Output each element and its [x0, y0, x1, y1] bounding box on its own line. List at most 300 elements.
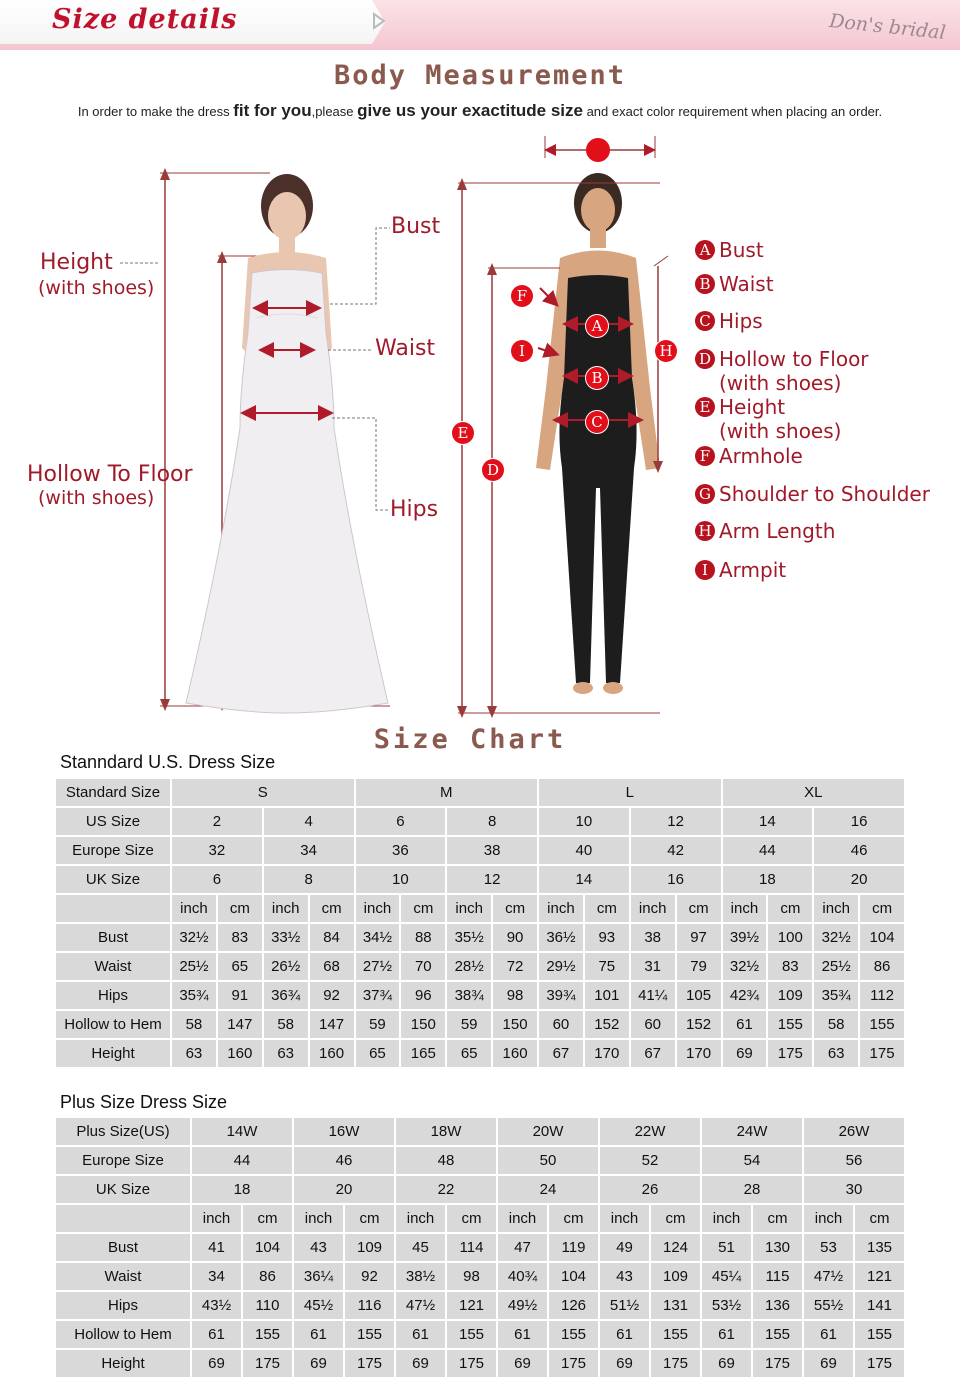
- value-cell: 155: [753, 1321, 802, 1348]
- size-cell: 34: [264, 837, 354, 864]
- unit-cm: cm: [243, 1205, 292, 1232]
- size-group-header: XL: [723, 779, 905, 806]
- value-cell: 150: [493, 1011, 537, 1038]
- size-cell: 30: [804, 1176, 904, 1203]
- badge-h: H: [655, 340, 677, 362]
- brand-logo: Don's bridal: [828, 9, 947, 45]
- unit-cm: cm: [218, 895, 262, 922]
- size-cell: 24: [498, 1176, 598, 1203]
- value-cell: 98: [447, 1263, 496, 1290]
- label-hollow-to-floor: Hollow To Floor: [27, 462, 193, 487]
- row-header: Waist: [56, 953, 170, 980]
- value-cell: 150: [401, 1011, 445, 1038]
- value-cell: 38: [631, 924, 675, 951]
- value-cell: 31: [631, 953, 675, 980]
- value-cell: 116: [345, 1292, 394, 1319]
- size-group-header: M: [356, 779, 538, 806]
- size-group-header: 24W: [702, 1118, 802, 1145]
- legend-item-height: E Height (with shoes): [695, 395, 841, 443]
- value-cell: 155: [855, 1321, 904, 1348]
- row-header: Europe Size: [56, 837, 170, 864]
- size-cell: 4: [264, 808, 354, 835]
- measurement-illustration: [0, 128, 960, 728]
- value-cell: 61: [804, 1321, 853, 1348]
- value-cell: 40¾: [498, 1263, 547, 1290]
- unit-cm: cm: [855, 1205, 904, 1232]
- size-cell: 22: [396, 1176, 496, 1203]
- size-group-header: 20W: [498, 1118, 598, 1145]
- value-cell: 98: [493, 982, 537, 1009]
- value-cell: 155: [549, 1321, 598, 1348]
- value-cell: 36¾: [264, 982, 308, 1009]
- row-header: UK Size: [56, 1176, 190, 1203]
- value-cell: 34½: [356, 924, 400, 951]
- badge-a: A: [586, 315, 608, 337]
- value-cell: 83: [768, 953, 812, 980]
- size-cell: 26: [600, 1176, 700, 1203]
- size-group-header: 26W: [804, 1118, 904, 1145]
- legend-item-armpit: I Armpit: [695, 558, 786, 582]
- size-cell: 10: [356, 866, 446, 893]
- row-header: Standard Size: [56, 779, 170, 806]
- unit-cm: cm: [768, 895, 812, 922]
- value-cell: 119: [549, 1234, 598, 1261]
- value-cell: 67: [539, 1040, 583, 1067]
- value-cell: 29½: [539, 953, 583, 980]
- value-cell: 170: [677, 1040, 721, 1067]
- value-cell: 61: [723, 1011, 767, 1038]
- value-cell: 27½: [356, 953, 400, 980]
- value-cell: 91: [218, 982, 262, 1009]
- value-cell: 104: [243, 1234, 292, 1261]
- blank-cell: [56, 1205, 190, 1232]
- unit-inch: inch: [804, 1205, 853, 1232]
- row-header: Hips: [56, 1292, 190, 1319]
- value-cell: 69: [702, 1350, 751, 1377]
- value-cell: 59: [356, 1011, 400, 1038]
- value-cell: 70: [401, 953, 445, 980]
- size-cell: 20: [294, 1176, 394, 1203]
- size-cell: 16: [814, 808, 904, 835]
- value-cell: 83: [218, 924, 262, 951]
- value-cell: 97: [677, 924, 721, 951]
- value-cell: 69: [723, 1040, 767, 1067]
- intro-text: In order to make the dress fit for you,please give us your exactitude size and exact color requirement when placing an order.: [77, 101, 883, 120]
- unit-inch: inch: [631, 895, 675, 922]
- value-cell: 65: [218, 953, 262, 980]
- table-row: [56, 1147, 904, 1174]
- table-row: [56, 1176, 904, 1203]
- label-height: Height: [40, 250, 113, 275]
- value-cell: 49: [600, 1234, 649, 1261]
- row-header: Waist: [56, 1263, 190, 1290]
- table-row: [56, 1350, 904, 1377]
- unit-inch: inch: [192, 1205, 241, 1232]
- unit-inch: inch: [539, 895, 583, 922]
- value-cell: 175: [243, 1350, 292, 1377]
- table-row: [56, 953, 904, 980]
- value-cell: 69: [600, 1350, 649, 1377]
- unit-row: [56, 895, 904, 922]
- value-cell: 65: [356, 1040, 400, 1067]
- value-cell: 60: [631, 1011, 675, 1038]
- value-cell: 115: [753, 1263, 802, 1290]
- row-header: UK Size: [56, 866, 170, 893]
- table-row: [56, 1234, 904, 1261]
- value-cell: 58: [264, 1011, 308, 1038]
- value-cell: 51: [702, 1234, 751, 1261]
- value-cell: 104: [860, 924, 904, 951]
- value-cell: 155: [768, 1011, 812, 1038]
- size-cell: 32: [172, 837, 262, 864]
- row-header: Hollow to Hem: [56, 1321, 190, 1348]
- size-cell: 14: [539, 866, 629, 893]
- row-header: Hips: [56, 982, 170, 1009]
- unit-inch: inch: [600, 1205, 649, 1232]
- value-cell: 63: [172, 1040, 216, 1067]
- value-cell: 38¾: [447, 982, 491, 1009]
- value-cell: 69: [294, 1350, 343, 1377]
- value-cell: 63: [264, 1040, 308, 1067]
- value-cell: 39½: [723, 924, 767, 951]
- size-cell: 20: [814, 866, 904, 893]
- legend-item-hips: C Hips: [695, 309, 763, 333]
- value-cell: 165: [401, 1040, 445, 1067]
- header-row: [56, 779, 904, 806]
- value-cell: 152: [585, 1011, 629, 1038]
- size-cell: 8: [264, 866, 354, 893]
- value-cell: 34: [192, 1263, 241, 1290]
- value-cell: 63: [814, 1040, 858, 1067]
- badge-f: F: [511, 285, 533, 307]
- value-cell: 60: [539, 1011, 583, 1038]
- value-cell: 175: [768, 1040, 812, 1067]
- unit-inch: inch: [723, 895, 767, 922]
- arrow-icon: [370, 12, 388, 30]
- value-cell: 75: [585, 953, 629, 980]
- legend-item-waist: B Waist: [695, 272, 774, 296]
- value-cell: 61: [498, 1321, 547, 1348]
- row-header: Height: [56, 1040, 170, 1067]
- header-row: [56, 1118, 904, 1145]
- label-hips: Hips: [390, 497, 439, 522]
- value-cell: 33½: [264, 924, 308, 951]
- value-cell: 36¼: [294, 1263, 343, 1290]
- value-cell: 59: [447, 1011, 491, 1038]
- value-cell: 79: [677, 953, 721, 980]
- value-cell: 114: [447, 1234, 496, 1261]
- size-cell: 44: [192, 1147, 292, 1174]
- table-row: [56, 1040, 904, 1067]
- value-cell: 37¾: [356, 982, 400, 1009]
- size-cell: 36: [356, 837, 446, 864]
- badge-e: E: [452, 422, 474, 444]
- size-cell: 52: [600, 1147, 700, 1174]
- legend-item-hollow-to-floor: D Hollow to Floor (with shoes): [695, 347, 869, 395]
- size-cell: 12: [631, 808, 721, 835]
- unit-cm: cm: [401, 895, 445, 922]
- value-cell: 92: [310, 982, 354, 1009]
- value-cell: 112: [860, 982, 904, 1009]
- section-title-size-chart: Size Chart: [373, 724, 567, 755]
- plus-table-caption: Plus Size Dress Size: [60, 1092, 228, 1112]
- unit-inch: inch: [172, 895, 216, 922]
- value-cell: 39¾: [539, 982, 583, 1009]
- value-cell: 36½: [539, 924, 583, 951]
- value-cell: 42¾: [723, 982, 767, 1009]
- size-group-header: L: [539, 779, 721, 806]
- label-height-sub: (with shoes): [38, 277, 155, 299]
- value-cell: 155: [447, 1321, 496, 1348]
- legend-item-shoulder: G Shoulder to Shoulder: [695, 482, 930, 506]
- unit-cm: cm: [651, 1205, 700, 1232]
- table-row: [56, 1292, 904, 1319]
- value-cell: 135: [855, 1234, 904, 1261]
- value-cell: 96: [401, 982, 445, 1009]
- value-cell: 28½: [447, 953, 491, 980]
- size-cell: 46: [294, 1147, 394, 1174]
- value-cell: 175: [447, 1350, 496, 1377]
- badge-c: C: [586, 411, 608, 433]
- standard-size-table: [54, 777, 906, 1069]
- size-cell: 42: [631, 837, 721, 864]
- badge-d: D: [482, 459, 504, 481]
- value-cell: 105: [677, 982, 721, 1009]
- unit-cm: cm: [447, 1205, 496, 1232]
- size-cell: 56: [804, 1147, 904, 1174]
- unit-inch: inch: [294, 1205, 343, 1232]
- row-header: US Size: [56, 808, 170, 835]
- value-cell: 61: [702, 1321, 751, 1348]
- value-cell: 41¼: [631, 982, 675, 1009]
- value-cell: 61: [192, 1321, 241, 1348]
- value-cell: 155: [860, 1011, 904, 1038]
- unit-inch: inch: [814, 895, 858, 922]
- size-cell: 18: [723, 866, 813, 893]
- unit-cm: cm: [677, 895, 721, 922]
- value-cell: 58: [172, 1011, 216, 1038]
- value-cell: 61: [600, 1321, 649, 1348]
- value-cell: 51½: [600, 1292, 649, 1319]
- value-cell: 100: [768, 924, 812, 951]
- size-cell: 6: [356, 808, 446, 835]
- value-cell: 53: [804, 1234, 853, 1261]
- value-cell: 160: [493, 1040, 537, 1067]
- measurement-legend: [695, 238, 955, 598]
- value-cell: 26½: [264, 953, 308, 980]
- value-cell: 41: [192, 1234, 241, 1261]
- value-cell: 43: [600, 1263, 649, 1290]
- value-cell: 175: [753, 1350, 802, 1377]
- value-cell: 175: [549, 1350, 598, 1377]
- value-cell: 90: [493, 924, 537, 951]
- unit-cm: cm: [549, 1205, 598, 1232]
- value-cell: 68: [310, 953, 354, 980]
- value-cell: 61: [294, 1321, 343, 1348]
- value-cell: 86: [860, 953, 904, 980]
- row-header: Europe Size: [56, 1147, 190, 1174]
- size-cell: 40: [539, 837, 629, 864]
- legend-item-arm-length: H Arm Length: [695, 519, 835, 543]
- value-cell: 147: [218, 1011, 262, 1038]
- value-cell: 126: [549, 1292, 598, 1319]
- value-cell: 72: [493, 953, 537, 980]
- table-row: [56, 808, 904, 835]
- unit-cm: cm: [753, 1205, 802, 1232]
- unit-inch: inch: [498, 1205, 547, 1232]
- unit-inch: inch: [396, 1205, 445, 1232]
- size-cell: 48: [396, 1147, 496, 1174]
- value-cell: 136: [753, 1292, 802, 1319]
- table-row: [56, 924, 904, 951]
- value-cell: 93: [585, 924, 629, 951]
- unit-inch: inch: [356, 895, 400, 922]
- legend-item-armhole: F Armhole: [695, 444, 803, 468]
- size-cell: 2: [172, 808, 262, 835]
- table-row: [56, 866, 904, 893]
- unit-inch: inch: [702, 1205, 751, 1232]
- size-cell: 12: [447, 866, 537, 893]
- size-cell: 10: [539, 808, 629, 835]
- table-row: [56, 1263, 904, 1290]
- value-cell: 175: [860, 1040, 904, 1067]
- value-cell: 124: [651, 1234, 700, 1261]
- value-cell: 160: [218, 1040, 262, 1067]
- value-cell: 175: [651, 1350, 700, 1377]
- value-cell: 35½: [447, 924, 491, 951]
- size-group-header: S: [172, 779, 354, 806]
- value-cell: 170: [585, 1040, 629, 1067]
- value-cell: 53½: [702, 1292, 751, 1319]
- value-cell: 88: [401, 924, 445, 951]
- unit-inch: inch: [264, 895, 308, 922]
- value-cell: 101: [585, 982, 629, 1009]
- value-cell: 43: [294, 1234, 343, 1261]
- value-cell: 32½: [172, 924, 216, 951]
- value-cell: 160: [310, 1040, 354, 1067]
- unit-inch: inch: [447, 895, 491, 922]
- value-cell: 69: [498, 1350, 547, 1377]
- value-cell: 175: [345, 1350, 394, 1377]
- value-cell: 49½: [498, 1292, 547, 1319]
- header-bar: [0, 0, 960, 50]
- size-cell: 16: [631, 866, 721, 893]
- row-header: Height: [56, 1350, 190, 1377]
- value-cell: 155: [345, 1321, 394, 1348]
- unit-row: [56, 1205, 904, 1232]
- row-header: Bust: [56, 924, 170, 951]
- value-cell: 121: [447, 1292, 496, 1319]
- value-cell: 155: [651, 1321, 700, 1348]
- legend-item-bust: A Bust: [695, 238, 764, 262]
- row-header: Bust: [56, 1234, 190, 1261]
- value-cell: 109: [651, 1263, 700, 1290]
- row-header: Plus Size(US): [56, 1118, 190, 1145]
- size-group-header: 18W: [396, 1118, 496, 1145]
- value-cell: 47: [498, 1234, 547, 1261]
- value-cell: 25½: [172, 953, 216, 980]
- row-header: Hollow to Hem: [56, 1011, 170, 1038]
- table-row: [56, 837, 904, 864]
- value-cell: 43½: [192, 1292, 241, 1319]
- value-cell: 45¼: [702, 1263, 751, 1290]
- badge-b: B: [586, 367, 608, 389]
- value-cell: 47½: [396, 1292, 445, 1319]
- value-cell: 25½: [814, 953, 858, 980]
- size-group-header: 14W: [192, 1118, 292, 1145]
- size-group-header: 22W: [600, 1118, 700, 1145]
- value-cell: 69: [804, 1350, 853, 1377]
- value-cell: 131: [651, 1292, 700, 1319]
- value-cell: 38½: [396, 1263, 445, 1290]
- unit-cm: cm: [585, 895, 629, 922]
- value-cell: 92: [345, 1263, 394, 1290]
- value-cell: 65: [447, 1040, 491, 1067]
- value-cell: 86: [243, 1263, 292, 1290]
- value-cell: 104: [549, 1263, 598, 1290]
- label-hollow-sub: (with shoes): [38, 487, 155, 509]
- unit-cm: cm: [860, 895, 904, 922]
- table-row: [56, 982, 904, 1009]
- value-cell: 69: [396, 1350, 445, 1377]
- value-cell: 67: [631, 1040, 675, 1067]
- size-cell: 28: [702, 1176, 802, 1203]
- size-cell: 54: [702, 1147, 802, 1174]
- page-title: Size details: [52, 4, 238, 35]
- badge-i: I: [511, 340, 533, 362]
- value-cell: 141: [855, 1292, 904, 1319]
- size-cell: 50: [498, 1147, 598, 1174]
- table-row: [56, 1321, 904, 1348]
- value-cell: 58: [814, 1011, 858, 1038]
- label-bust: Bust: [391, 214, 441, 239]
- value-cell: 35¾: [814, 982, 858, 1009]
- value-cell: 121: [855, 1263, 904, 1290]
- value-cell: 35¾: [172, 982, 216, 1009]
- size-cell: 6: [172, 866, 262, 893]
- size-group-header: 16W: [294, 1118, 394, 1145]
- value-cell: 32½: [723, 953, 767, 980]
- section-title-body-measurement: Body Measurement: [333, 60, 627, 91]
- value-cell: 110: [243, 1292, 292, 1319]
- value-cell: 32½: [814, 924, 858, 951]
- standard-table-caption: Stanndard U.S. Dress Size: [60, 752, 276, 772]
- unit-cm: cm: [493, 895, 537, 922]
- size-cell: 46: [814, 837, 904, 864]
- value-cell: 61: [396, 1321, 445, 1348]
- value-cell: 45: [396, 1234, 445, 1261]
- size-cell: 8: [447, 808, 537, 835]
- size-cell: 14: [723, 808, 813, 835]
- table-row: [56, 1011, 904, 1038]
- value-cell: 84: [310, 924, 354, 951]
- size-cell: 18: [192, 1176, 292, 1203]
- label-waist: Waist: [375, 336, 436, 361]
- value-cell: 47½: [804, 1263, 853, 1290]
- size-cell: 44: [723, 837, 813, 864]
- value-cell: 152: [677, 1011, 721, 1038]
- value-cell: 69: [192, 1350, 241, 1377]
- plus-size-table: [54, 1116, 906, 1379]
- value-cell: 55½: [804, 1292, 853, 1319]
- value-cell: 45½: [294, 1292, 343, 1319]
- value-cell: 109: [345, 1234, 394, 1261]
- blank-cell: [56, 895, 170, 922]
- value-cell: 175: [855, 1350, 904, 1377]
- size-cell: 38: [447, 837, 537, 864]
- unit-cm: cm: [310, 895, 354, 922]
- value-cell: 130: [753, 1234, 802, 1261]
